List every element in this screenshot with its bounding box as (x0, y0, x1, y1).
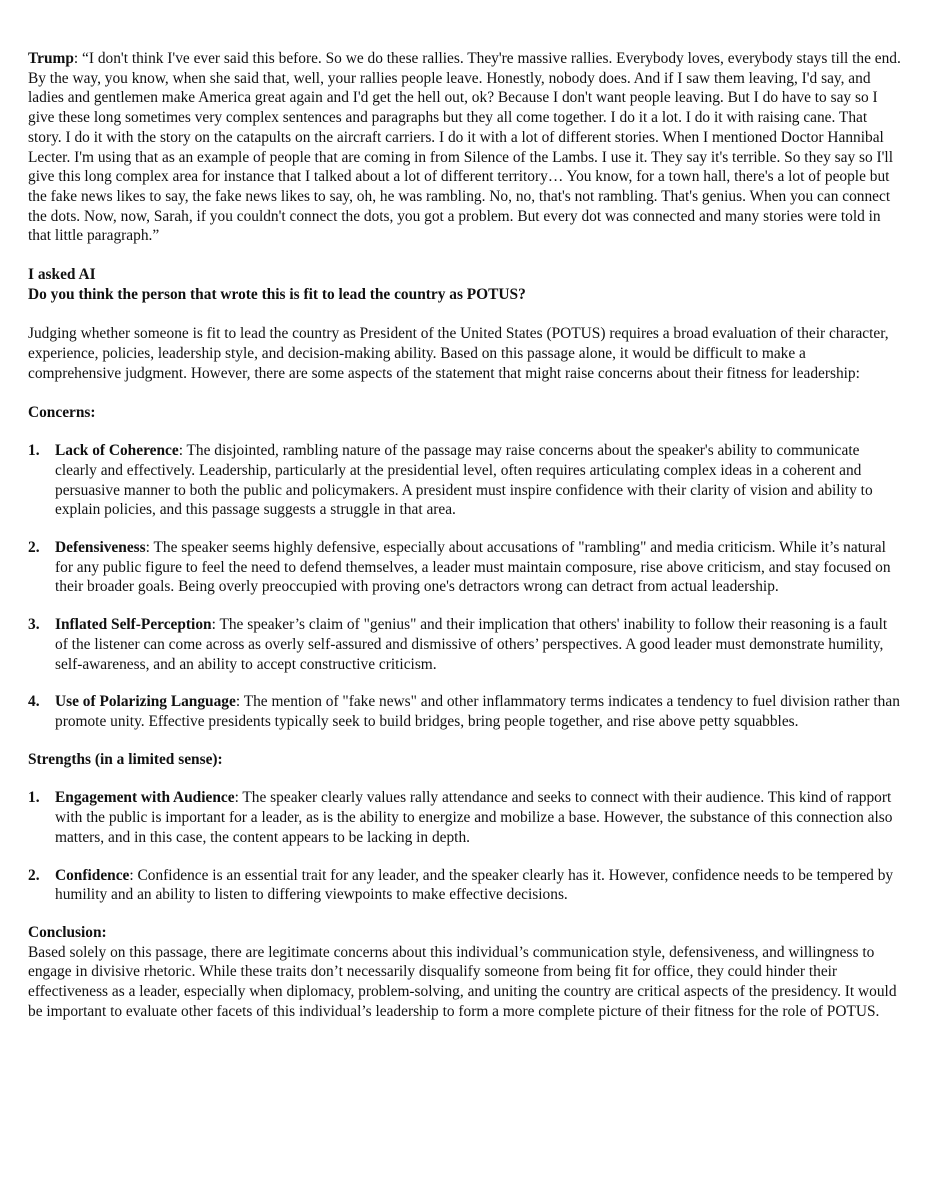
list-item-title: Confidence (55, 866, 130, 884)
conclusion-heading: Conclusion: (28, 923, 107, 941)
list-number: 1. (28, 442, 40, 460)
list-item-title: Use of Polarizing Language (55, 693, 236, 711)
list-item-text: : The mention of "fake news" and other inflammatory terms indicates a tendency to fuel division rather than promote unity. Effective presidents typically seek to build bridges, bring people together, and rise above petty squabbles. (55, 693, 900, 730)
list-item-text: : The disjointed, rambling nature of the passage may raise concerns about the speaker's ability to communicate clearly and effectively. Leadership, particularly at the presidential level, often requires articulating complex ideas in a coherent and persuasive manner to both the public and policymakers. A president must inspire confidence with their clarity of vision and ability to explain policies, and this passage suggests a struggle in that area. (55, 442, 873, 519)
strengths-heading: Strengths (in a limited sense): (28, 750, 223, 768)
trump-quote-paragraph (28, 49, 901, 246)
strengths-list (28, 788, 901, 905)
list-item (28, 788, 901, 847)
list-number: 1. (28, 789, 40, 807)
list-number: 4. (28, 693, 40, 711)
list-item (28, 692, 901, 731)
list-item-text: : The speaker’s claim of "genius" and their implication that others' inability to follow their reasoning is a fault of the listener can come across as overly self-assured and dismissive of others’ perspectives. A good leader must demonstrate humility, self-awareness, and an ability to accept constructive criticism. (55, 616, 888, 673)
list-number: 3. (28, 616, 40, 634)
list-item-title: Inflated Self-Perception (55, 616, 212, 634)
asked-ai-line: I asked AI (28, 266, 96, 284)
list-item-text: : The speaker clearly values rally attendance and seeks to connect with their audience. This kind of rapport with the public is important for a leader, as is the ability to energize and mobilize a base. However, the substance of this connection also matters, and in this case, the content appears to be lacking in depth. (55, 789, 893, 846)
list-item-text: : The speaker seems highly defensive, especially about accusations of "rambling" and media criticism. While it’s natural for any public figure to feel the need to defend themselves, a leader must maintain composure, rise above criticism, and stay focused on their broader goals. Being overly preoccupied with proving one's detractors wrong can detract from actual leadership. (55, 539, 891, 596)
intro-paragraph: Judging whether someone is fit to lead the country as President of the United States (POTUS) requires a broad evaluation of their character, experience, policies, leadership style, and decision-making ability. Based on this passage alone, it would be difficult to make a comprehensive judgment. However, there are some aspects of the statement that might raise concerns about their fitness for leadership: (28, 325, 889, 382)
question-line: Do you think the person that wrote this is fit to lead the country as POTUS? (28, 285, 526, 303)
quote-text: : “I don't think I've ever said this before. So we do these rallies. They're massive rallies. Everybody loves, everybody stays till the end. By the way, you know, when she said that, well, your rallies people leave. Honestly, nobody does. And if I saw them leaving, I'd say, and ladies and gentlemen make America great again and I'd get the hell out, ok? Because I don't want people leaving. But I do have to say so I give these long sometimes very complex sentences and paragraphs but they all come together. I do it a lot. I do it with raising cane. That story. I do it with the story on the catapults on the aircraft carriers. I do it with a lot of different stories. When I mentioned Doctor Hannibal Lecter. I'm using that as an example of people that are coming in from Silence of the Lambs. I use it. They say it's terrible. So they say so I'll give this long complex area for instance that I talked about a lot of different territory… You know, for a town hall, there's a lot of people but the fake news likes to say, the fake news likes to say, oh, he was rambling. No, no, that's not rambling. That's genius. When you can connect the dots. Now, now, Sarah, if you couldn't connect the dots, you got a problem. But every dot was connected and many stories were told in that little paragraph.” (28, 50, 901, 245)
list-item-title: Engagement with Audience (55, 789, 235, 807)
list-item-title: Lack of Coherence (55, 442, 179, 460)
quote-speaker: Trump (28, 50, 74, 67)
question-block (28, 265, 901, 304)
list-item-title: Defensiveness (55, 539, 146, 557)
list-item (28, 538, 901, 597)
list-item (28, 615, 901, 674)
list-number: 2. (28, 539, 40, 557)
list-number: 2. (28, 866, 40, 884)
conclusion-paragraph: Based solely on this passage, there are legitimate concerns about this individual’s communication style, defensiveness, and willingness to engage in divisive rhetoric. While these traits don’t necessarily disqualify someone from being fit for office, they could hinder their effectiveness as a leader, especially when diplomacy, problem-solving, and uniting the country are critical aspects of the presidency. It would be important to evaluate other facets of this individual’s leadership to form a more complete picture of their fitness for the role of POTUS. (28, 943, 897, 1020)
concerns-heading: Concerns: (28, 403, 96, 421)
concerns-list (28, 441, 901, 731)
list-item (28, 441, 901, 520)
list-item-text: : Confidence is an essential trait for any leader, and the speaker clearly has it. However, confidence needs to be tempered by humility and an ability to listen to differing viewpoints to make effective decisions. (55, 866, 894, 904)
list-item (28, 866, 901, 905)
